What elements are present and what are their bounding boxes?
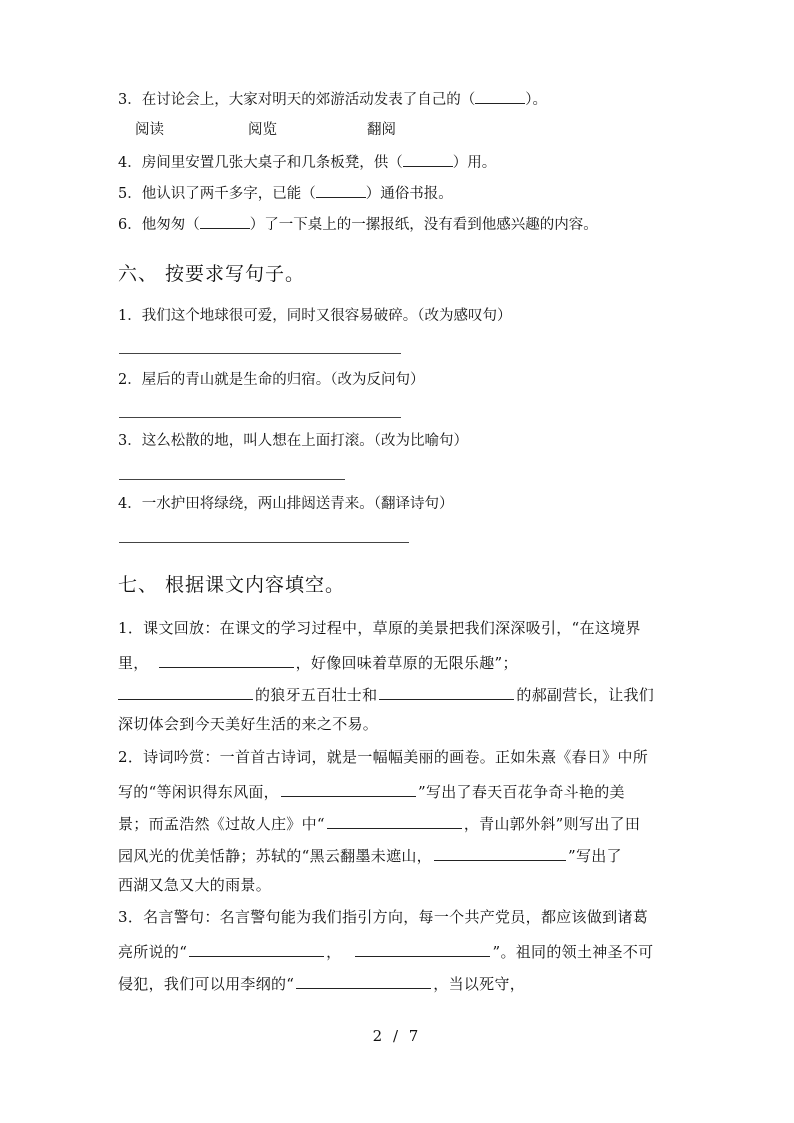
answer-blank[interactable]: [316, 185, 366, 198]
question-text: ，: [326, 943, 342, 961]
question-5-6: [118, 216, 598, 233]
question-5-5: [118, 185, 453, 202]
section-heading-7: 七、 根据课文内容填空。: [118, 574, 346, 596]
answer-blank[interactable]: [118, 685, 253, 700]
option-word: 阅览: [248, 122, 277, 138]
question-text: ”。祖同的领土神圣不可: [492, 943, 654, 961]
rewrite-question-1: 1．我们这个地球很可爱，同时又很容易破碎。（改为感叹句）: [118, 308, 512, 324]
fill-question-1-line3: [118, 685, 654, 703]
question-text: ”写出了春天百花争奇斗艳的美: [417, 783, 625, 801]
option-word: 翻阅: [367, 122, 396, 138]
fill-question-2-line4: [118, 846, 622, 864]
answer-blank[interactable]: [403, 154, 453, 167]
question-text: 4．房间里安置几张大桌子和几条板凳，供（: [118, 155, 403, 171]
answer-blank[interactable]: [327, 814, 462, 829]
fill-question-3-line3: [118, 974, 525, 992]
answer-line[interactable]: [119, 353, 401, 354]
answer-blank[interactable]: [189, 942, 324, 957]
option-word: 阅读: [135, 122, 164, 138]
question-text: ，当以死守，: [433, 975, 526, 993]
page-number: 2 / 7: [372, 1027, 422, 1045]
fill-question-2-line1: 2．诗词吟赏：一首首古诗词，就是一幅幅美丽的画卷。正如朱熹《春日》中所: [118, 748, 649, 766]
word-options: [135, 123, 396, 138]
fill-question-1-line1: 1．课文回放：在课文的学习过程中，草原的美景把我们深深吸引，“在这境界: [118, 619, 641, 637]
question-text: 6．他匆匆（: [118, 217, 200, 233]
rewrite-question-4: 4．一水护田将绿绕，两山排闼送青来。（翻译诗句）: [118, 496, 454, 512]
answer-blank[interactable]: [434, 846, 566, 861]
question-text: ”写出了: [567, 847, 622, 865]
answer-blank[interactable]: [379, 685, 514, 700]
question-text: ）通俗书报。: [365, 186, 453, 202]
fill-question-3-line2: [118, 942, 653, 960]
answer-line[interactable]: [119, 417, 401, 418]
question-text: ）用。: [452, 155, 497, 171]
rewrite-question-3: 3．这么松散的地，叫人想在上面打滚。（改为比喻句）: [118, 433, 468, 449]
answer-blank[interactable]: [296, 974, 431, 989]
fill-question-2-line5: 西湖又急又大的雨景。: [118, 876, 272, 894]
answer-line[interactable]: [119, 542, 409, 543]
question-text: 侵犯，我们可以用李纲的“: [118, 975, 295, 993]
question-text: ）。: [525, 92, 547, 108]
answer-blank[interactable]: [355, 942, 490, 957]
answer-line[interactable]: [119, 479, 345, 480]
question-text: 写的“等闲识得东风面，: [118, 783, 279, 801]
question-text: 3．在讨论会上，大家对明天的郊游活动发表了自己的（: [118, 92, 476, 108]
question-5-3: [118, 91, 547, 108]
question-text: 里，: [118, 654, 149, 672]
fill-question-1-line4: 深切体会到今天美好生活的来之不易。: [118, 715, 379, 733]
fill-question-1-line2: [118, 653, 518, 671]
section-heading-6: 六、 按要求写句子。: [118, 263, 306, 285]
answer-blank[interactable]: [281, 782, 416, 797]
answer-blank[interactable]: [475, 91, 525, 104]
question-text: 亮所说的“: [118, 943, 188, 961]
question-text: 景；而孟浩然《过故人庄》中“: [118, 815, 325, 833]
answer-blank[interactable]: [200, 216, 250, 229]
rewrite-question-2: 2．屋后的青山就是生命的归宿。（改为反问句）: [118, 372, 425, 388]
question-text: ，青山郭外斜”则写出了田: [463, 815, 641, 833]
question-text: 5．他认识了两千多字，已能（: [118, 186, 316, 202]
question-text: 园风光的优美恬静；苏轼的“黑云翻墨未遮山，: [118, 847, 432, 865]
question-text: 的狼牙五百壮士和: [255, 686, 378, 704]
fill-question-2-line2: [118, 782, 625, 800]
fill-question-2-line3: [118, 814, 640, 832]
question-5-4: [118, 154, 496, 171]
fill-question-3-line1: 3．名言警句：名言警句能为我们指引方向，每一个共产党员，都应该做到诸葛: [118, 908, 649, 926]
answer-blank[interactable]: [159, 653, 294, 668]
question-text: 的郝副营长，让我们: [516, 686, 655, 704]
question-text: ，好像回味着草原的无限乐趣”；: [295, 654, 518, 672]
question-text: ）了一下桌上的一摞报纸，没有看到他感兴趣的内容。: [249, 217, 598, 233]
